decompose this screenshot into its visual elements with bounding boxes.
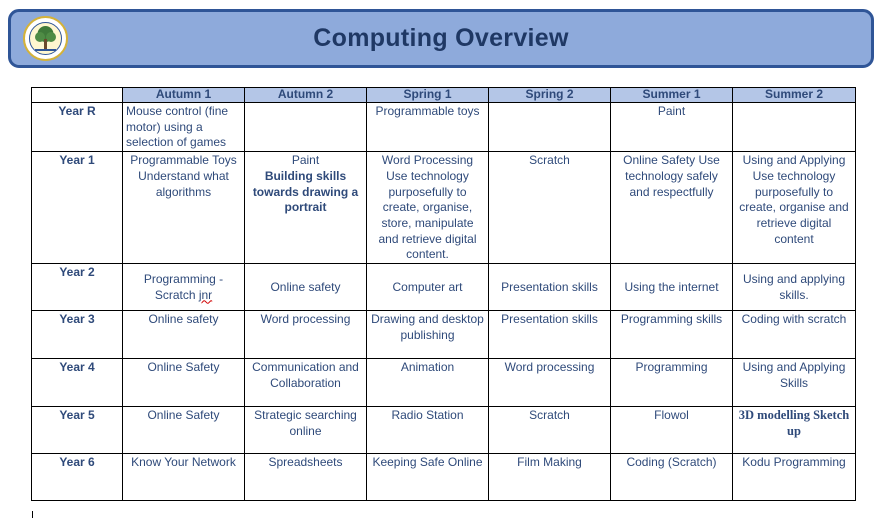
table-cell: Flowol [611, 407, 733, 454]
table-cell: Film Making [489, 454, 611, 501]
year-label: Year 6 [32, 454, 123, 501]
table-cell: Coding (Scratch) [611, 454, 733, 501]
year-label: Year 5 [32, 407, 123, 454]
year-label: Year 4 [32, 359, 123, 407]
table-cell: Programmable toys [367, 103, 489, 152]
table-cell [489, 103, 611, 152]
table-cell: Animation [367, 359, 489, 407]
table-cell: Presentation skills [489, 311, 611, 359]
table-cell: Coding with scratch [733, 311, 856, 359]
table-cell [245, 152, 367, 264]
table-cell: Presentation skills [489, 264, 611, 311]
table-cell [245, 103, 367, 152]
table-cell: Radio Station [367, 407, 489, 454]
table-cell: Scratch [489, 152, 611, 264]
table-cell: Online safety [123, 311, 245, 359]
table-cell: Spreadsheets [245, 454, 367, 501]
table-row [32, 103, 856, 152]
title-banner [8, 9, 874, 68]
year-label: Year 3 [32, 311, 123, 359]
table-cell: Using the internet [611, 264, 733, 311]
table-cell: Word Processing Use technology purposefully to create, organise, store, manipulate and retrieve digital content. [367, 152, 489, 264]
year-label: Year 1 [32, 152, 123, 264]
table-cell [123, 264, 245, 311]
curriculum-table [31, 87, 856, 501]
table-row [32, 311, 856, 359]
table-cell: Programming skills [611, 311, 733, 359]
spelling-flag: jnr [198, 287, 213, 302]
table-cell: Communication and Collaboration [245, 359, 367, 407]
table-cell: Programmable Toys Understand what algorithms [123, 152, 245, 264]
table-cell [733, 103, 856, 152]
cell-line: Building skills towards drawing a portrait [252, 168, 359, 215]
table-cell: Paint [611, 103, 733, 152]
table-row [32, 454, 856, 501]
table-cell: Online Safety [123, 359, 245, 407]
table-cell: Scratch [489, 407, 611, 454]
cell-line: Paint [291, 153, 320, 168]
table-cell: Using and Applying Use technology purposefully to create, organise and retrieve digital content [733, 152, 856, 264]
header-row [32, 88, 856, 103]
cell-line [126, 288, 241, 304]
table-cell: Online safety [245, 264, 367, 311]
table-cell: Computer art [367, 264, 489, 311]
table-cell: Keeping Safe Online [367, 454, 489, 501]
table-cell: Mouse control (fine motor) using a selection of games [123, 103, 245, 152]
text-cursor [32, 511, 33, 518]
column-header: Spring 1 [367, 88, 489, 103]
column-header: Spring 2 [489, 88, 611, 103]
table-cell: Online Safety [123, 407, 245, 454]
column-header: Autumn 1 [123, 88, 245, 103]
cell-line: Programming - [143, 271, 224, 286]
corner-cell [32, 88, 123, 103]
table-row [32, 407, 856, 454]
year-label: Year 2 [32, 264, 123, 311]
table-cell: 3D modelling Sketch up [733, 407, 856, 454]
page-title: Computing Overview [313, 24, 569, 52]
table-cell: Programming [611, 359, 733, 407]
column-header: Autumn 2 [245, 88, 367, 103]
table-cell: Using and Applying Skills [733, 359, 856, 407]
table-row [32, 359, 856, 407]
table-cell: Using and applying skills. [733, 264, 856, 311]
table-row [32, 152, 856, 264]
table-cell: Drawing and desktop publishing [367, 311, 489, 359]
table-cell: Word processing [489, 359, 611, 407]
table-cell: Word processing [245, 311, 367, 359]
table-cell: Strategic searching online [245, 407, 367, 454]
table-cell: Kodu Programming [733, 454, 856, 501]
table-cell: Know Your Network [123, 454, 245, 501]
cell-text: Scratch [154, 287, 199, 302]
column-header: Summer 1 [611, 88, 733, 103]
column-header: Summer 2 [733, 88, 856, 103]
table-cell: Online Safety Use technology safely and respectfully [611, 152, 733, 264]
table-row [32, 264, 856, 311]
year-label: Year R [32, 103, 123, 152]
